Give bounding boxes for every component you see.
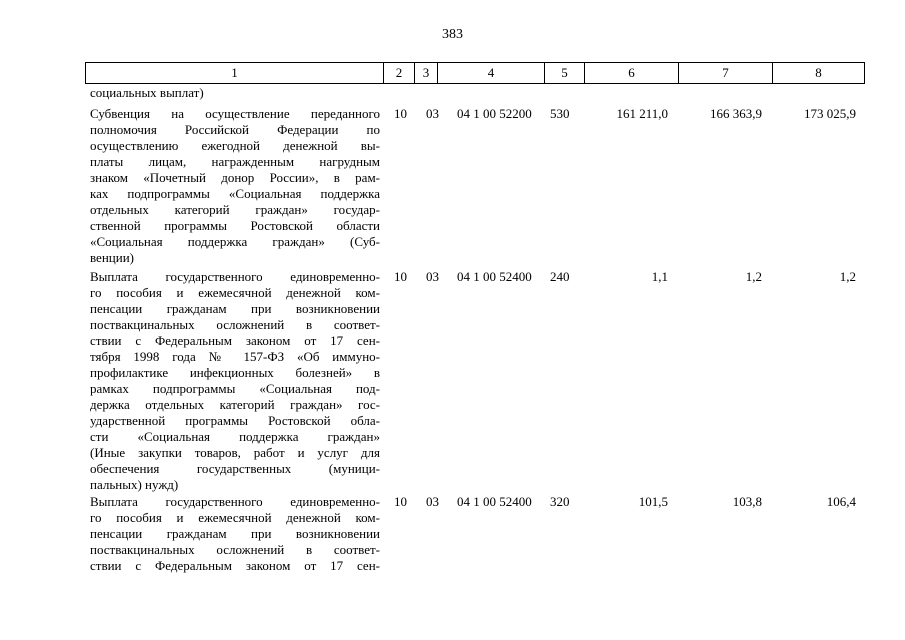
expense-type-code: 530	[550, 106, 570, 121]
description-line: поствакцинальных осложнений в соответ-	[90, 317, 380, 332]
amount-col-8: 173 025,9	[804, 106, 856, 121]
description-line: «Социальная поддержка граждан» (Суб-	[90, 234, 380, 249]
description-line: держка отдельных категорий граждан» гос-	[90, 397, 380, 412]
header-col-2: 2	[384, 63, 415, 83]
description-line: пальных) нужд)	[90, 477, 179, 492]
description-line: обеспечения государственных (муници-	[90, 461, 380, 476]
description-line: Выплата государственного единовременно-	[90, 269, 380, 284]
table-header	[85, 62, 865, 84]
subsection-code: 03	[426, 494, 439, 509]
row-description	[90, 106, 380, 266]
description-line: ках подпрограммы «Социальная поддержка	[90, 186, 380, 201]
description-line: ственной программы Ростовской области	[90, 218, 380, 233]
amount-col-7: 1,2	[745, 269, 762, 284]
expense-type-code: 320	[550, 494, 570, 509]
description-line: ствии с Федеральным законом от 17 сен-	[90, 333, 380, 348]
header-col-6: 6	[585, 63, 679, 83]
header-col-5: 5	[545, 63, 585, 83]
description-line: Выплата государственного единовременно-	[90, 494, 380, 509]
amount-col-8: 106,4	[826, 494, 856, 509]
description-line: (Иные закупки товаров, работ и услуг для	[90, 445, 380, 460]
description-line: осуществлению ежегодной денежной вы-	[90, 138, 380, 153]
section-code: 10	[394, 269, 407, 284]
description-line: го пособия и ежемесячной денежной ком-	[90, 510, 380, 525]
amount-col-8: 1,2	[839, 269, 856, 284]
description-line: пенсации гражданам при возникновении	[90, 526, 380, 541]
amount-col-7: 166 363,9	[710, 106, 762, 121]
header-col-3: 3	[415, 63, 438, 83]
expense-type-code: 240	[550, 269, 570, 284]
header-col-1: 1	[86, 63, 384, 83]
continuation-text: социальных выплат)	[90, 85, 204, 100]
description-line: тября 1998 года № 157-ФЗ «Об иммуно-	[90, 349, 380, 364]
header-col-8: 8	[815, 65, 822, 80]
description-line: профилактике инфекционных болезней» в	[90, 365, 380, 380]
section-code: 10	[394, 106, 407, 121]
header-col-4: 4	[438, 63, 545, 83]
subsection-code: 03	[426, 269, 439, 284]
row-description	[90, 269, 380, 493]
target-article-code: 04 1 00 52400	[457, 494, 532, 509]
target-article-code: 04 1 00 52400	[457, 269, 532, 284]
section-code: 10	[394, 494, 407, 509]
amount-col-6: 1,1	[651, 269, 668, 284]
page-number: 383	[442, 27, 463, 42]
amount-col-6: 161 211,0	[616, 106, 668, 121]
description-line: ударственной программы Ростовской обла-	[90, 413, 380, 428]
header-col-7: 7	[679, 63, 773, 83]
amount-col-7: 103,8	[732, 494, 762, 509]
description-line: го пособия и ежемесячной денежной ком-	[90, 285, 380, 300]
target-article-code: 04 1 00 52200	[457, 106, 532, 121]
description-line: венции)	[90, 250, 134, 265]
description-line: платы лицам, награжденным нагрудным	[90, 154, 380, 169]
description-line: ствии с Федеральным законом от 17 сен-	[90, 558, 380, 573]
description-line: рамках подпрограммы «Социальная под-	[90, 381, 380, 396]
description-line: отдельных категорий граждан» государ-	[90, 202, 380, 217]
description-line: Субвенция на осуществление переданного	[90, 106, 380, 121]
amount-col-6: 101,5	[638, 494, 668, 509]
description-line: полномочия Российской Федерации по	[90, 122, 380, 137]
description-line: поствакцинальных осложнений в соответ-	[90, 542, 380, 557]
description-line: сти «Социальная поддержка граждан»	[90, 429, 380, 444]
description-line: знаком «Почетный донор России», в рам-	[90, 170, 380, 185]
row-description	[90, 494, 380, 574]
subsection-code: 03	[426, 106, 439, 121]
description-line: пенсации гражданам при возникновении	[90, 301, 380, 316]
